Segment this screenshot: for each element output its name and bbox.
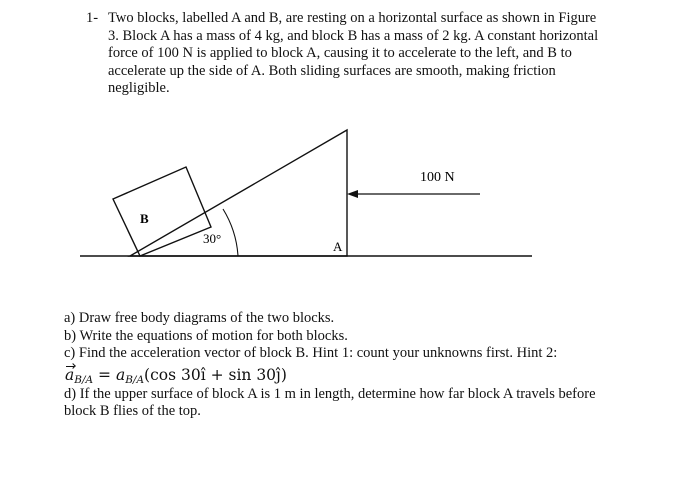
problem-line-2: 3. Block A has a mass of 4 kg, and block B has a mass of 2 kg. A constant horizontal	[108, 27, 599, 44]
force-label: 100 N	[420, 170, 455, 185]
question-parts	[64, 310, 664, 421]
problem-line-5: negligible.	[108, 80, 170, 96]
formula-lhs-symbol: a	[65, 365, 75, 384]
block-b-label: B	[140, 211, 149, 226]
formula-rhs-symbol: a	[115, 365, 126, 384]
formula-lhs-sub: B/A	[74, 373, 94, 386]
force-arrow-head	[347, 190, 358, 198]
formula-rhs-sub: B/A	[125, 373, 145, 386]
block-a-wedge	[130, 130, 347, 256]
block-a-label: A	[333, 239, 343, 254]
formula-body: (cos 30î + sin 30ĵ)	[144, 365, 287, 384]
part-d-line-1: d) If the upper surface of block A is 1 m in length, determine how far block A travels before	[64, 385, 596, 402]
angle-arc	[223, 209, 238, 256]
problem-line-3: force of 100 N is applied to block A, causing it to accelerate to the left, and B to	[108, 45, 572, 61]
part-c: c) Find the acceleration vector of block B. Hint 1: count your unknowns first. Hint 2:	[64, 345, 558, 361]
formula-equals: =	[93, 365, 116, 384]
problem-line-4: accelerate up the side of A. Both sliding surfaces are smooth, making friction	[108, 62, 556, 79]
part-b: b) Write the equations of motion for both blocks.	[64, 327, 348, 344]
problem-number: 1-	[86, 10, 99, 26]
hint-formula	[65, 365, 664, 385]
part-d-line-2: block B flies of the top.	[64, 403, 201, 419]
angle-label: 30°	[203, 231, 222, 246]
problem-line-1: Two blocks, labelled A and B, are resting on a horizontal surface as shown in Figure	[108, 10, 597, 26]
part-a: a) Draw free body diagrams of the two blocks.	[64, 310, 335, 326]
block-b	[113, 167, 211, 256]
